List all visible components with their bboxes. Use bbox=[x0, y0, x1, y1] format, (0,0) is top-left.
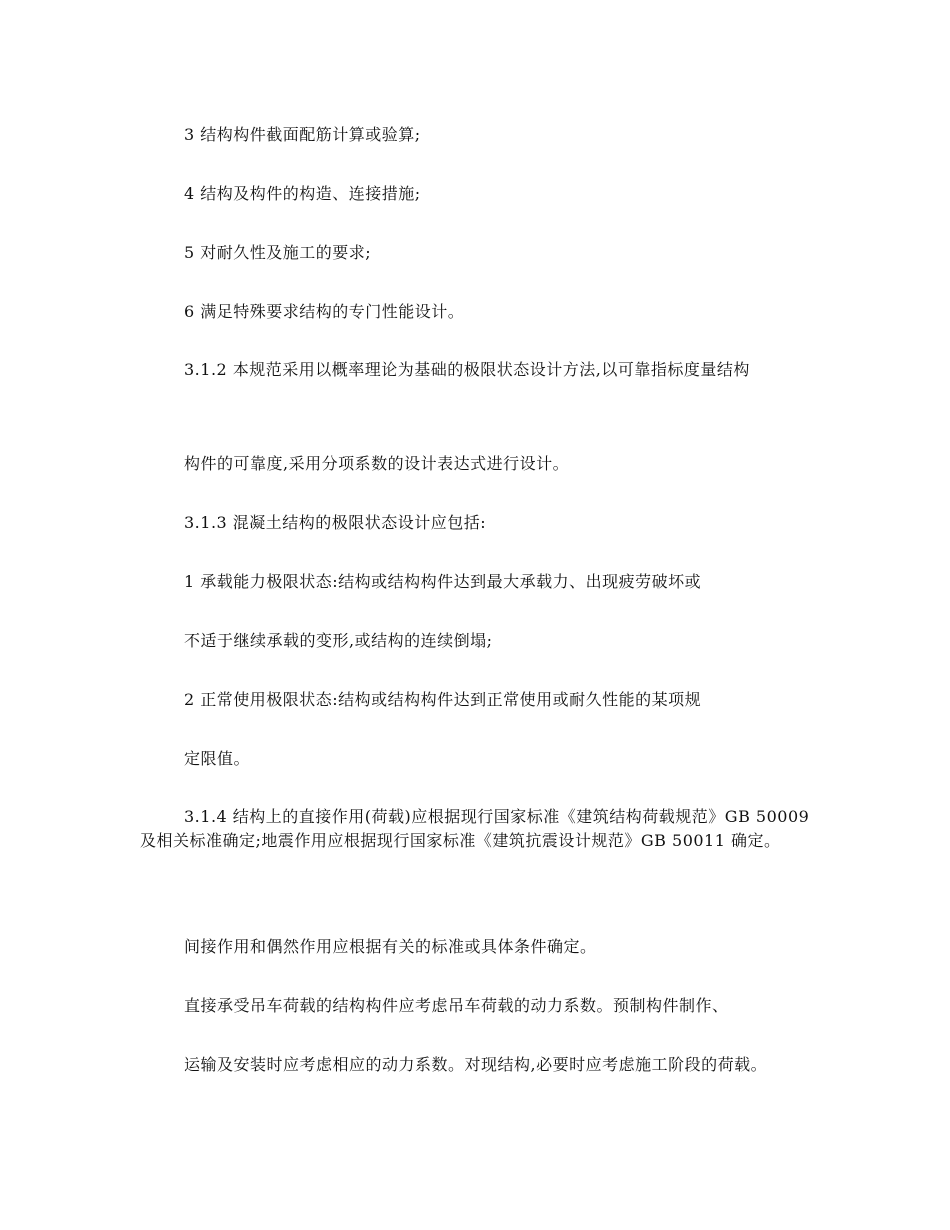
paragraph-limit-state-2-continued: 定限值。 bbox=[184, 749, 251, 768]
paragraph-item-6: 6 满足特殊要求结构的专门性能设计。 bbox=[184, 302, 465, 321]
paragraph-item-3: 3 结构构件截面配筋计算或验算; bbox=[184, 125, 421, 144]
paragraph-3-1-4: 3.1.4 结构上的直接作用(荷载)应根据现行国家标准《建筑结构荷载规范》GB 50009 及相关标准确定;地震作用应根据现行国家标准《建筑抗震设计规范》GB 50011 确定。 bbox=[140, 807, 810, 850]
paragraph-limit-state-1-continued: 不适于继续承载的变形,或结构的连续倒塌; bbox=[184, 631, 493, 650]
paragraph-crane-load-continued: 运输及安装时应考虑相应的动力系数。对现结构,必要时应考虑施工阶段的荷载。 bbox=[184, 1055, 768, 1074]
paragraph-indirect-action: 间接作用和偶然作用应根据有关的标准或具体条件确定。 bbox=[184, 937, 597, 956]
paragraph-item-4: 4 结构及构件的构造、连接措施; bbox=[184, 184, 421, 203]
paragraph-3-1-2: 3.1.2 本规范采用以概率理论为基础的极限状态设计方法,以可靠指标度量结构 bbox=[184, 360, 750, 379]
paragraph-limit-state-1: 1 承载能力极限状态:结构或结构构件达到最大承载力、出现疲劳破坏或 bbox=[184, 572, 702, 591]
paragraph-3-1-3: 3.1.3 混凝土结构的极限状态设计应包括: bbox=[184, 513, 487, 532]
paragraph-crane-load: 直接承受吊车荷载的结构构件应考虑吊车荷载的动力系数。预制构件制作、 bbox=[184, 996, 729, 1015]
paragraph-item-5: 5 对耐久性及施工的要求; bbox=[184, 243, 372, 262]
paragraph-limit-state-2: 2 正常使用极限状态:结构或结构构件达到正常使用或耐久性能的某项规 bbox=[184, 690, 702, 709]
paragraph-3-1-2-continued: 构件的可靠度,采用分项系数的设计表达式进行设计。 bbox=[184, 454, 570, 473]
